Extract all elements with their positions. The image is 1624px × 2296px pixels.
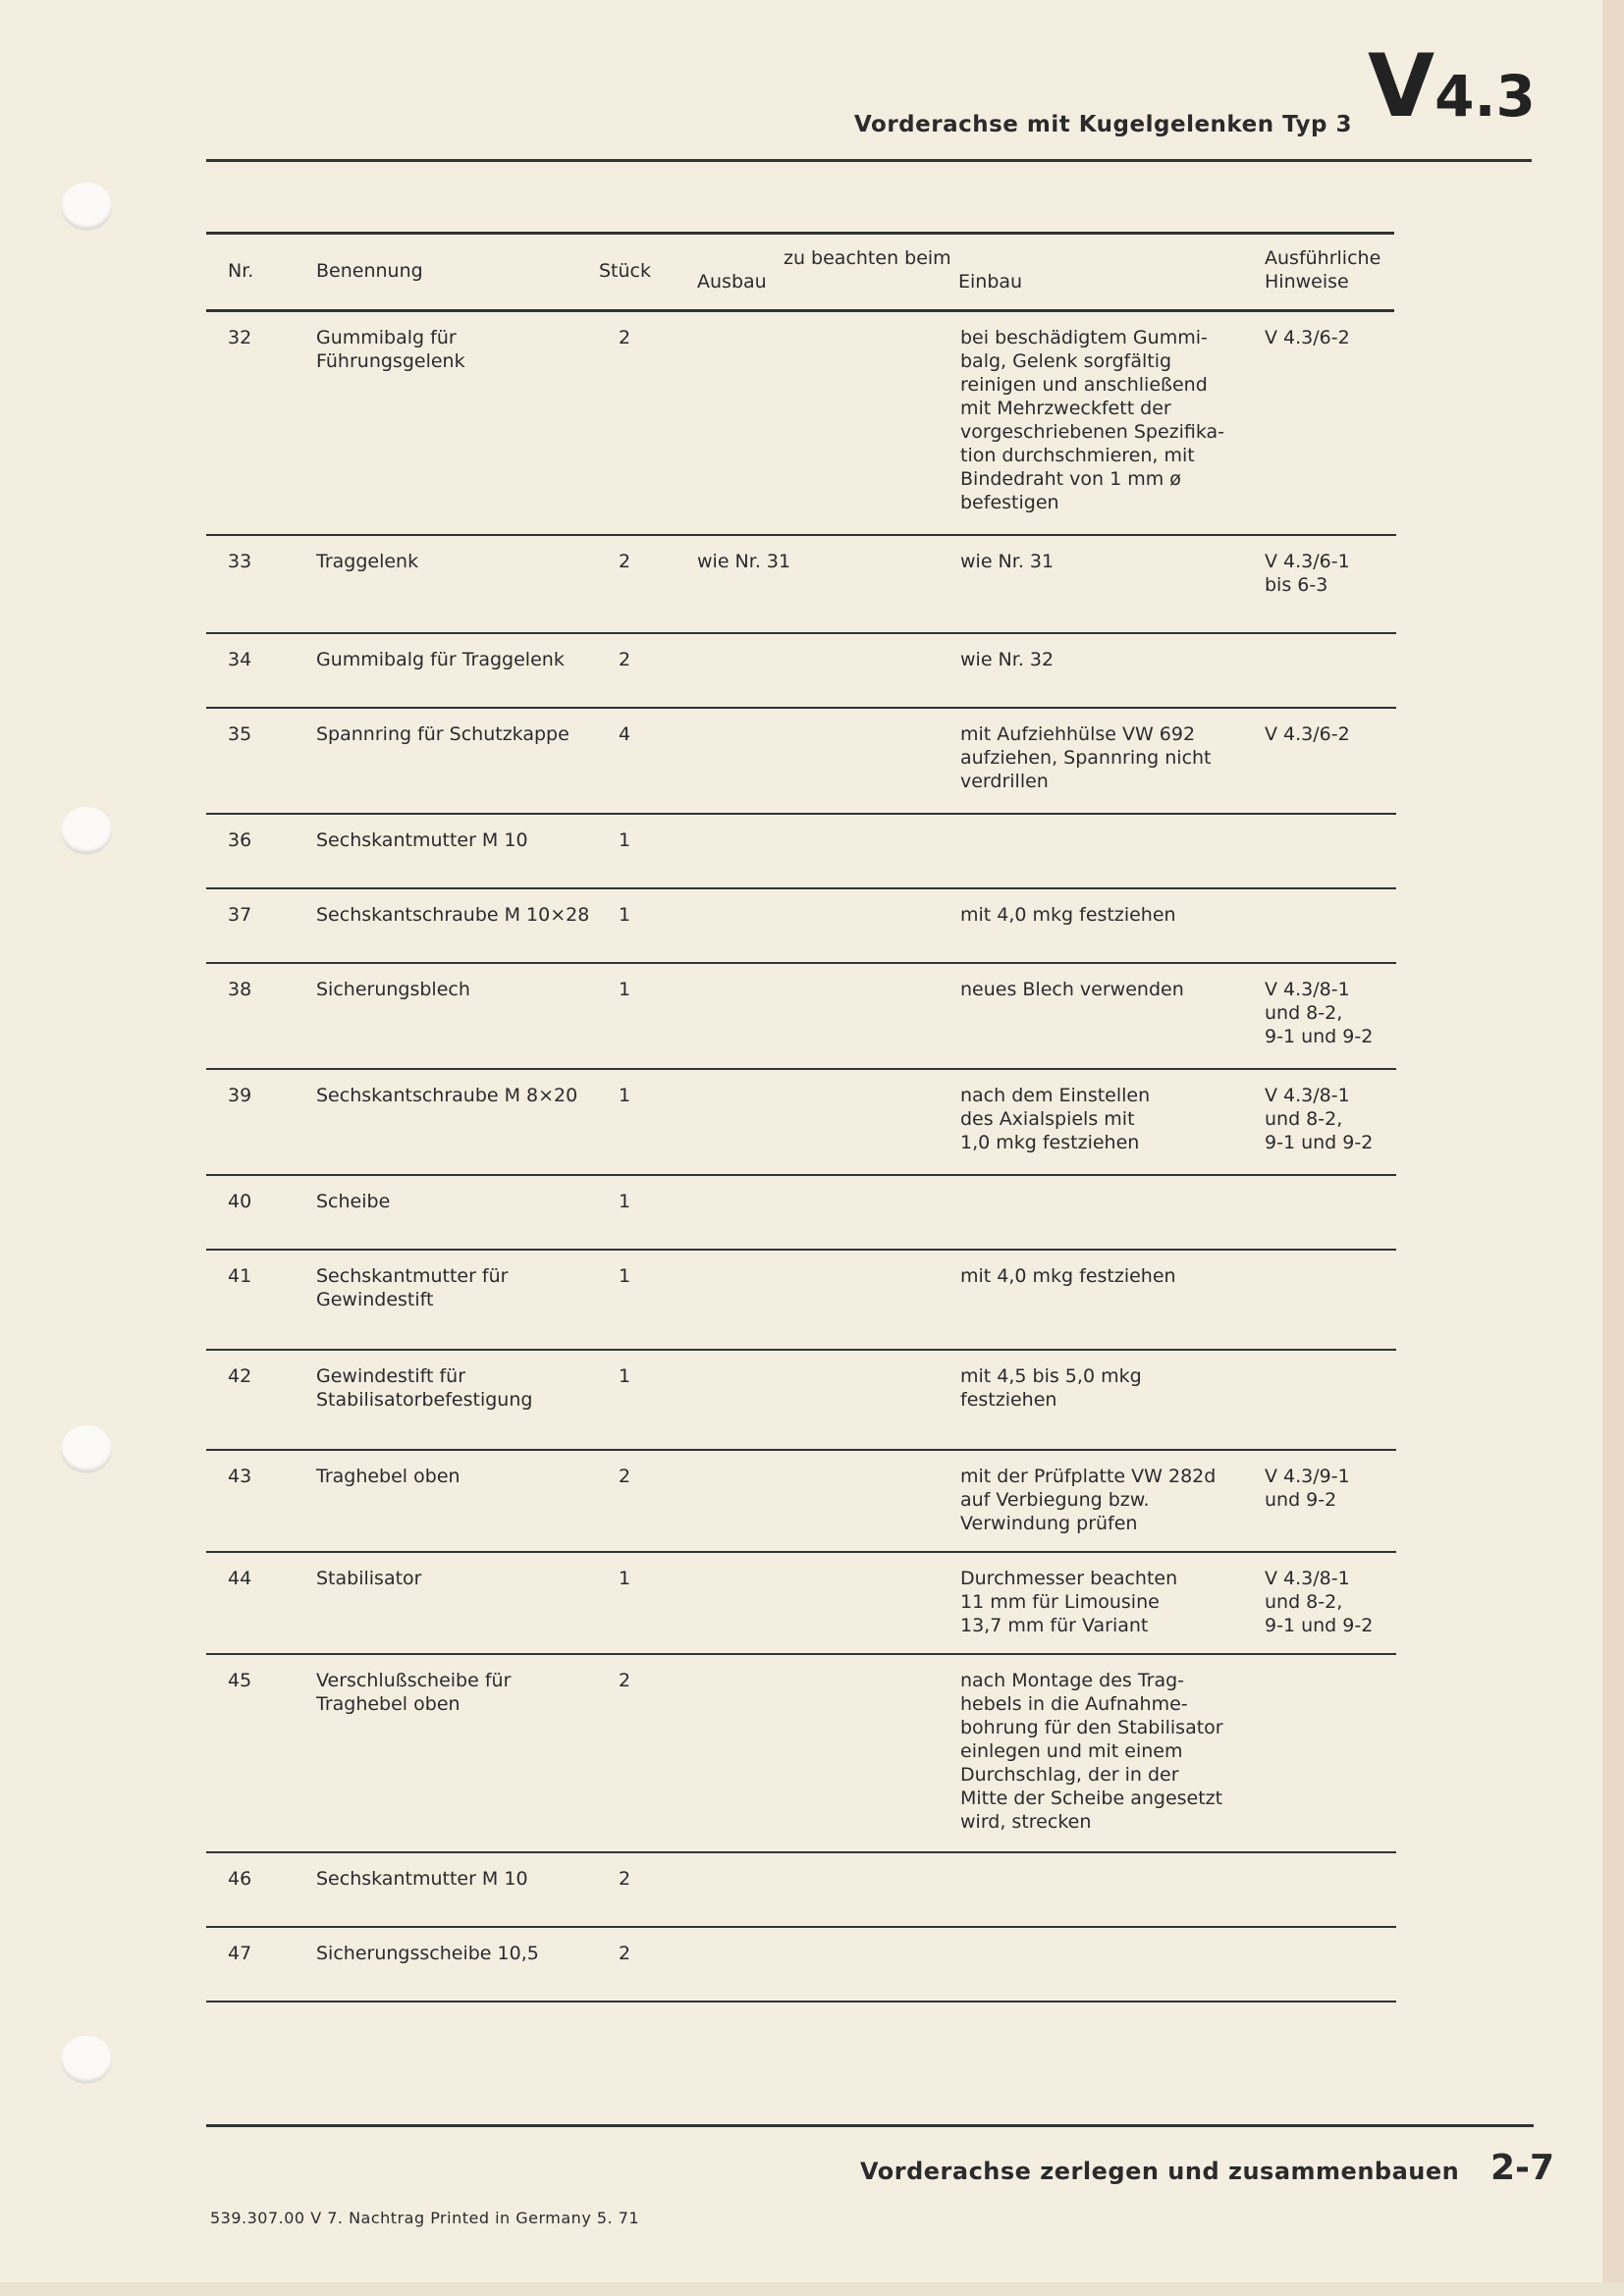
- cell-einbau: Durchmesser beachten 11 mm für Limousine 13,7 mm für Variant: [960, 1568, 1178, 1636]
- table-header: [206, 236, 1394, 310]
- footer-rule: [206, 2124, 1534, 2127]
- cell-einbau: nach Montage des Trag- hebels in die Aufnahme- bohrung für den Stabilisator einlegen und mit einem Durchschlag, der in der Mitte der Scheibe angesetzt wird, strecken: [960, 1670, 1223, 1833]
- cell-nr: 38: [228, 979, 252, 1000]
- cell-qty: 2: [619, 1943, 631, 1964]
- cell-ref: V 4.3/8-1 und 8-2, 9-1 und 9-2: [1265, 1568, 1374, 1636]
- cell-ref: V 4.3/8-1 und 8-2, 9-1 und 9-2: [1265, 1085, 1374, 1153]
- punch-hole: [61, 807, 112, 854]
- cell-qty: 4: [619, 723, 631, 745]
- cell-name: Spannring für Schutzkappe: [316, 723, 569, 745]
- table-row: [206, 1553, 1396, 1655]
- cell-name: Traghebel oben: [316, 1466, 460, 1487]
- cell-name: Gewindestift für Stabilisatorbefestigung: [316, 1365, 533, 1411]
- cell-nr: 33: [228, 551, 252, 572]
- cell-qty: 2: [619, 649, 631, 670]
- punch-hole: [61, 2036, 112, 2083]
- table-row: [206, 1451, 1396, 1553]
- footer-title: Vorderachse zerlegen und zusammenbauen: [860, 2158, 1460, 2185]
- cell-qty: 2: [619, 551, 631, 572]
- header-title: Vorderachse mit Kugelgelenken Typ 3: [854, 112, 1353, 137]
- cell-einbau: mit Aufziehhülse VW 692 aufziehen, Spannring nicht verdrillen: [960, 723, 1212, 792]
- cell-name: Sechskantmutter M 10: [316, 829, 528, 851]
- cell-nr: 37: [228, 904, 252, 926]
- col-ref: Ausführliche Hinweise: [1265, 247, 1381, 293]
- col-einbau: Einbau: [958, 271, 1023, 293]
- punch-hole: [61, 1425, 112, 1472]
- cell-einbau: neues Blech verwenden: [960, 979, 1184, 1000]
- table-top-rule: [206, 232, 1394, 235]
- page-number: 2-7: [1490, 2148, 1555, 2188]
- col-ausbau: Ausbau: [697, 271, 767, 293]
- cell-name: Gummibalg für Führungsgelenk: [316, 327, 465, 372]
- cell-ref: V 4.3/6-2: [1265, 723, 1350, 745]
- cell-qty: 2: [619, 1868, 631, 1890]
- cell-einbau: mit der Prüfplatte VW 282d auf Verbiegung bzw. Verwindung prüfen: [960, 1466, 1217, 1534]
- page-edge-bottom: [0, 2282, 1624, 2296]
- cell-name: Sechskantschraube M 8×20: [316, 1085, 578, 1106]
- cell-einbau: nach dem Einstellen des Axialspiels mit 1,0 mkg festziehen: [960, 1085, 1151, 1153]
- table-row: [206, 634, 1396, 709]
- cell-einbau: mit 4,5 bis 5,0 mkg festziehen: [960, 1365, 1142, 1411]
- cell-name: Sechskantmutter für Gewindestift: [316, 1265, 509, 1310]
- cell-qty: 1: [619, 1265, 631, 1287]
- table-row: [206, 964, 1396, 1070]
- cell-name: Scheibe: [316, 1191, 391, 1212]
- table-row: [206, 1351, 1396, 1451]
- section-code-sub: 4.3: [1435, 63, 1536, 130]
- cell-nr: 46: [228, 1868, 252, 1890]
- cell-ref: V 4.3/9-1 und 9-2: [1265, 1466, 1350, 1511]
- page-edge-right: [1602, 0, 1624, 2296]
- cell-nr: 42: [228, 1365, 252, 1387]
- cell-ref: V 4.3/6-2: [1265, 327, 1350, 348]
- cell-ausbau: wie Nr. 31: [697, 551, 791, 572]
- cell-qty: 1: [619, 979, 631, 1000]
- table-row: [206, 1176, 1396, 1251]
- cell-name: Sicherungsscheibe 10,5: [316, 1943, 539, 1964]
- cell-nr: 35: [228, 723, 252, 745]
- table-row: [206, 1070, 1396, 1176]
- cell-name: Verschlußscheibe für Traghebel oben: [316, 1670, 512, 1715]
- cell-einbau: bei beschädigtem Gummi- balg, Gelenk sorgfältig reinigen und anschließend mit Mehrzweckfett der vorgeschriebenen Spezifika- tion durchschmieren, mit Bindedraht von 1 mm ø befestigen: [960, 327, 1225, 513]
- cell-einbau: wie Nr. 32: [960, 649, 1055, 670]
- cell-nr: 45: [228, 1670, 252, 1691]
- section-code-main: V: [1368, 35, 1435, 136]
- cell-nr: 34: [228, 649, 252, 670]
- cell-nr: 47: [228, 1943, 252, 1964]
- cell-einbau: wie Nr. 31: [960, 551, 1055, 572]
- table-row: [206, 889, 1396, 964]
- table-row: [206, 1928, 1396, 2002]
- cell-qty: 1: [619, 829, 631, 851]
- cell-nr: 39: [228, 1085, 252, 1106]
- table-row: [206, 536, 1396, 634]
- section-code: [1368, 35, 1536, 136]
- cell-ref: V 4.3/6-1 bis 6-3: [1265, 551, 1350, 596]
- cell-name: Stabilisator: [316, 1568, 422, 1589]
- cell-name: Sechskantschraube M 10×28: [316, 904, 590, 926]
- table-row: [206, 815, 1396, 889]
- cell-einbau: mit 4,0 mkg festziehen: [960, 904, 1176, 926]
- col-name: Benennung: [316, 260, 423, 282]
- cell-qty: 1: [619, 1191, 631, 1212]
- cell-name: Sechskantmutter M 10: [316, 1868, 528, 1890]
- cell-nr: 43: [228, 1466, 252, 1487]
- table-row: [206, 1655, 1396, 1853]
- cell-name: Gummibalg für Traggelenk: [316, 649, 565, 670]
- cell-ref: V 4.3/8-1 und 8-2, 9-1 und 9-2: [1265, 979, 1374, 1047]
- cell-qty: 1: [619, 1085, 631, 1106]
- cell-qty: 1: [619, 1568, 631, 1589]
- cell-einbau: mit 4,0 mkg festziehen: [960, 1265, 1176, 1287]
- cell-qty: 1: [619, 904, 631, 926]
- cell-nr: 32: [228, 327, 252, 348]
- cell-qty: 2: [619, 1670, 631, 1691]
- cell-nr: 36: [228, 829, 252, 851]
- table-row: [206, 1853, 1396, 1928]
- cell-nr: 41: [228, 1265, 252, 1287]
- col-nr: Nr.: [228, 260, 254, 282]
- cell-name: Sicherungsblech: [316, 979, 470, 1000]
- table-row: [206, 1251, 1396, 1351]
- cell-name: Traggelenk: [316, 551, 419, 572]
- cell-nr: 40: [228, 1191, 252, 1212]
- cell-qty: 2: [619, 1466, 631, 1487]
- col-group: zu beachten beim: [784, 247, 951, 269]
- table-row: [206, 709, 1396, 815]
- cell-nr: 44: [228, 1568, 252, 1589]
- col-qty: Stück: [599, 260, 652, 282]
- print-note: 539.307.00 V 7. Nachtrag Printed in Germany 5. 71: [210, 2209, 640, 2227]
- cell-qty: 2: [619, 327, 631, 348]
- header-rule: [206, 159, 1532, 162]
- table-row: [206, 312, 1396, 536]
- punch-hole: [61, 183, 112, 230]
- cell-qty: 1: [619, 1365, 631, 1387]
